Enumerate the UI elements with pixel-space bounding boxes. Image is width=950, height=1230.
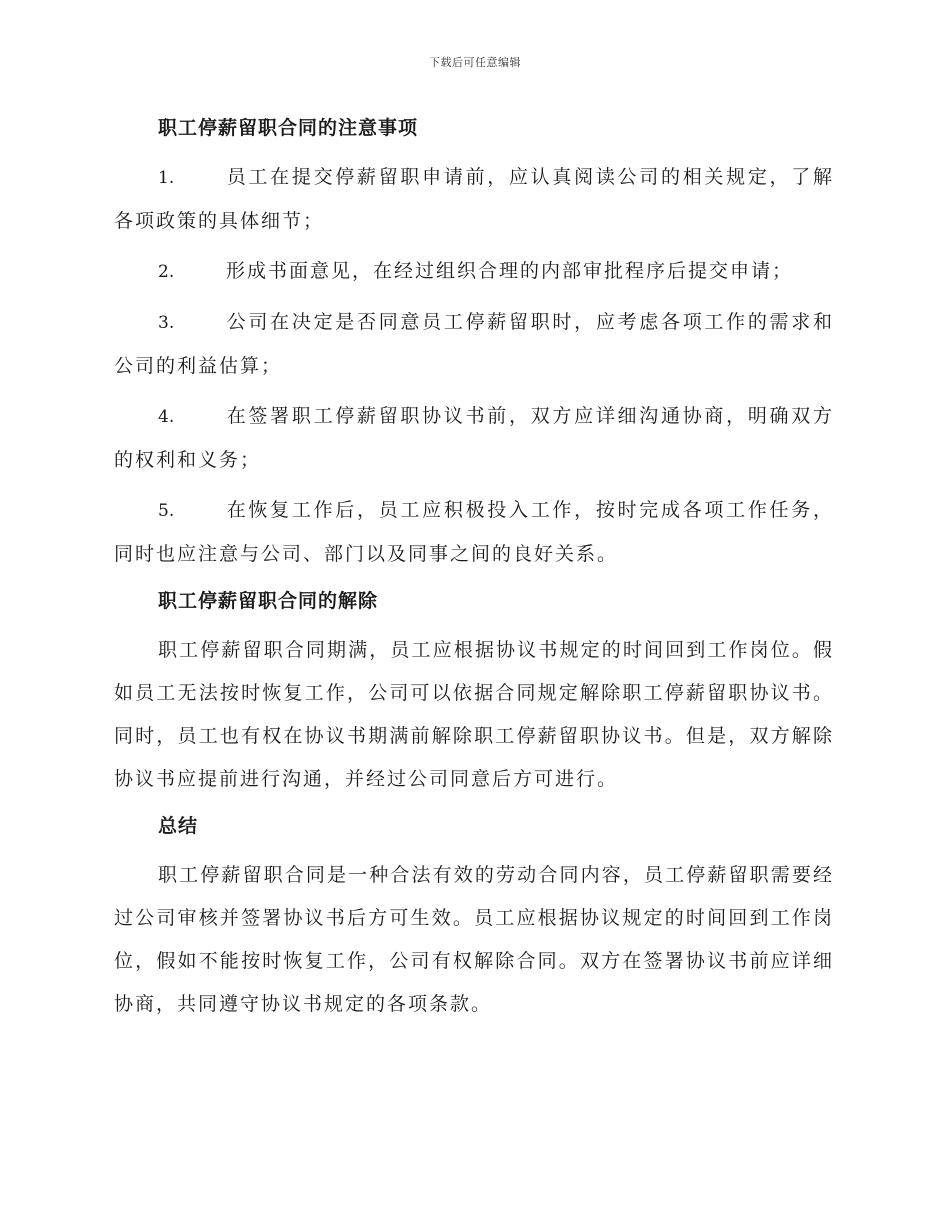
- list-item-text: 在恢复工作后，员工应积极投入工作，按时完成各项工作任务，同时也应注意与公司、部门以及同事之间的良好关系。: [114, 499, 834, 565]
- list-item-number: 4.: [158, 407, 175, 427]
- list-item-number: 5.: [158, 501, 175, 521]
- section-heading-termination: 职工停薪留职合同的解除: [158, 590, 379, 612]
- list-item-text: 在签署职工停薪留职协议书前，双方应详细沟通协商，明确双方的权利和义务；: [114, 405, 834, 471]
- list-item: [114, 395, 834, 482]
- list-item: [114, 489, 834, 576]
- termination-paragraph: 职工停薪留职合同期满，员工应根据协议书规定的时间回到工作岗位。假如员工无法按时恢复工作，公司可以依据合同规定解除职工停薪留职协议书。同时，员工也有权在协议书期满前解除职工停薪留职协议书。但是，双方解除协议书应提前进行沟通，并经过公司同意后方可进行。: [114, 639, 834, 790]
- document-body: [114, 110, 834, 1033]
- summary-paragraph: 职工停薪留职合同是一种合法有效的劳动合同内容，员工停薪留职需要经过公司审核并签署协议书后方可生效。员工应根据协议规定的时间回到工作岗位，假如不能按时恢复工作，公司有权解除合同。双方在签署协议书前应详细协商，共同遵守协议书规定的各项条款。: [114, 864, 834, 1015]
- list-item: [114, 250, 834, 294]
- list-item-number: 1.: [158, 168, 175, 188]
- list-item-text: 公司在决定是否同意员工停薪留职时，应考虑各项工作的需求和公司的利益估算；: [114, 311, 834, 377]
- page-header-note: 下载后可任意编辑: [429, 56, 521, 69]
- list-item: [114, 301, 834, 388]
- list-item-text: 形成书面意见，在经过组织合理的内部审批程序后提交申请；: [226, 260, 794, 282]
- list-item-number: 2.: [158, 262, 175, 282]
- list-item: [114, 156, 834, 243]
- section-heading-notes: 职工停薪留职合同的注意事项: [158, 117, 419, 139]
- list-item-number: 3.: [158, 313, 175, 333]
- list-item-text: 员工在提交停薪留职申请前，应认真阅读公司的相关规定，了解各项政策的具体细节；: [114, 166, 834, 232]
- section-heading-summary: 总结: [158, 815, 199, 837]
